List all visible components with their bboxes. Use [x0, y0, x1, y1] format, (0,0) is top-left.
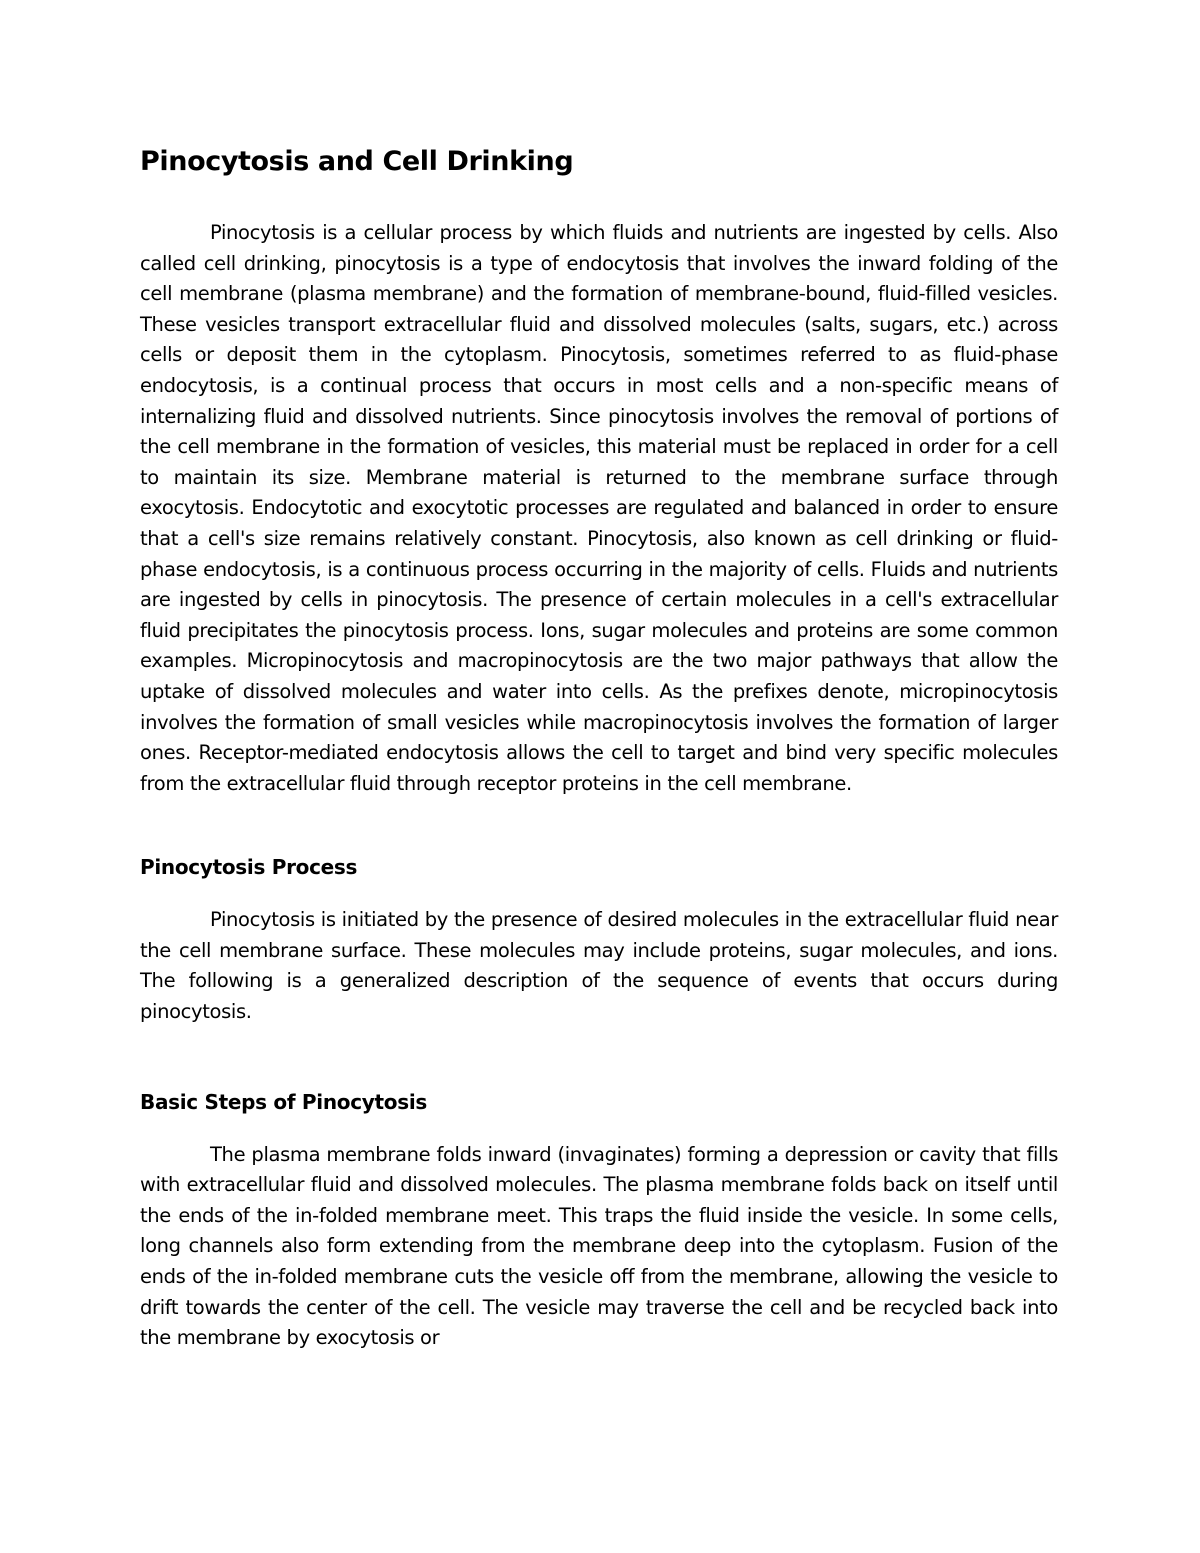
section-spacer — [140, 799, 1058, 851]
intro-paragraph: Pinocytosis is a cellular process by which fluids and nutrients are ingested by cells. Also called cell drinking, pinocytosis is a type of endocytosis that involves the inward folding of the cell membrane (plasma membrane) and the formation of membrane-bound, fluid-filled vesicles. These vesicles transport extracellular fluid and dissolved molecules (salts, sugars, etc.) across cells or deposit them in the cytoplasm. Pinocytosis, sometimes referred to as fluid-phase endocytosis, is a continual process that occurs in most cells and a non-specific means of internalizing fluid and dissolved nutrients. Since pinocytosis involves the removal of portions of the cell membrane in the formation of vesicles, this material must be replaced in order for a cell to maintain its size. Membrane material is returned to the membrane surface through exocytosis. Endocytotic and exocytotic processes are regulated and balanced in order to ensure that a cell's size remains relatively constant. Pinocytosis, also known as cell drinking or fluid-phase endocytosis, is a continuous process occurring in the majority of cells. Fluids and nutrients are ingested by cells in pinocytosis. The presence of certain molecules in a cell's extracellular fluid precipitates the pinocytosis process. Ions, sugar molecules and proteins are some common examples. Micropinocytosis and macropinocytosis are the two major pathways that allow the uptake of dissolved molecules and water into cells. As the prefixes denote, micropinocytosis involves the formation of small vesicles while macropinocytosis involves the formation of larger ones. Receptor-mediated endocytosis allows the cell to target and bind very specific molecules from the extracellular fluid through receptor proteins in the cell membrane. — [140, 221, 1058, 795]
section-heading-basic-steps: Basic Steps of Pinocytosis — [140, 1089, 427, 1114]
page-title: Pinocytosis and Cell Drinking — [140, 146, 574, 177]
section-paragraph-basic-steps: The plasma membrane folds inward (invaginates) forming a depression or cavity that fills with extracellular fluid and dissolved molecules. The plasma membrane folds back on itself until the ends of the in-folded membrane meet. This traps the fluid inside the vesicle. In some cells, long channels also form extending from the membrane deep into the cytoplasm. Fusion of the ends of the in-folded membrane cuts the vesicle off from the membrane, allowing the vesicle to drift towards the center of the cell. The vesicle may traverse the cell and be recycled back into the membrane by exocytosis or — [140, 1142, 1058, 1350]
document-page — [140, 140, 1058, 1354]
section-paragraph-pinocytosis-process: Pinocytosis is initiated by the presence of desired molecules in the extracellular fluid near the cell membrane surface. These molecules may include proteins, sugar molecules, and ions. The following is a generalized description of the sequence of events that occurs during pinocytosis. — [140, 908, 1058, 1024]
section-spacer — [140, 1028, 1058, 1086]
section-heading-pinocytosis-process: Pinocytosis Process — [140, 855, 358, 880]
